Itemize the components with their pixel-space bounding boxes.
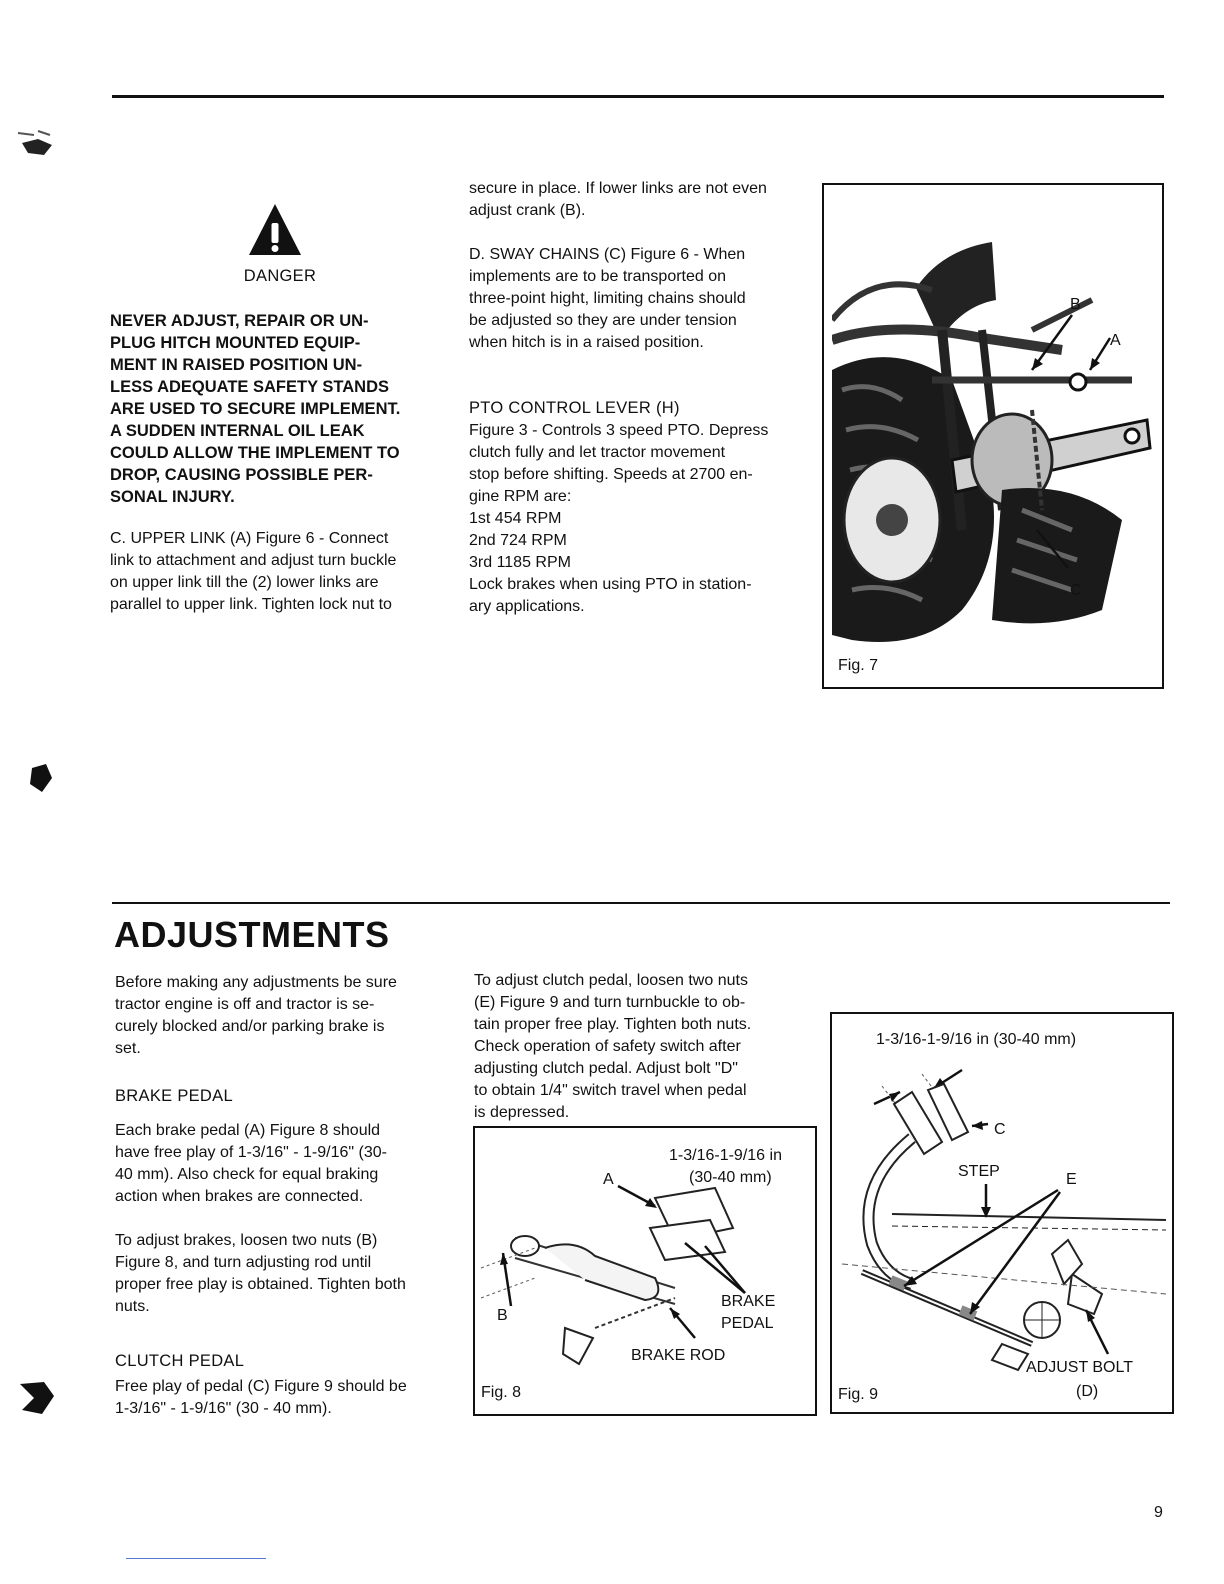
figure-9 <box>830 1012 1174 1414</box>
fig8-caption: Fig. 8 <box>481 1384 522 1401</box>
warning-line: DROP, CAUSING POSSIBLE PER- <box>110 466 373 484</box>
fig8-brake-pedal-line1: BRAKE <box>721 1293 776 1310</box>
top-rule <box>112 95 1164 98</box>
brake-pedal-paragraph-1: Each brake pedal (A) Figure 8 should have free play of 1-3/16" - 1-9/16" (30- 40 mm). Also check for equal braking action when brakes are connected. <box>115 1122 387 1205</box>
warning-line: NEVER ADJUST, REPAIR OR UN- <box>110 312 369 330</box>
danger-label: DANGER <box>243 267 317 285</box>
figure-8 <box>473 1126 817 1416</box>
adjustments-rule <box>112 902 1170 904</box>
continuation-paragraph: secure in place. If lower links are not even adjust crank (B). <box>469 180 767 219</box>
fig9-step: STEP <box>958 1163 1000 1180</box>
brake-pedal-paragraph-2: To adjust brakes, loosen two nuts (B) Figure 8, and turn adjusting rod until proper free play is obtained. Tighten both nuts. <box>115 1232 406 1315</box>
fig9-label-c: C <box>994 1121 1006 1138</box>
warning-line: MENT IN RAISED POSITION UN- <box>110 356 363 374</box>
brake-pedal-heading: BRAKE PEDAL <box>115 1087 233 1105</box>
fig8-brake-rod: BRAKE ROD <box>631 1347 726 1364</box>
pto-heading: PTO CONTROL LEVER (H) <box>469 399 680 417</box>
fig8-label-b: B <box>497 1307 508 1324</box>
clutch-pedal-paragraph: Free play of pedal (C) Figure 9 should be 1-3/16" - 1-9/16" (30 - 40 mm). <box>115 1378 407 1417</box>
fig9-adjust-bolt-line1: ADJUST BOLT <box>1026 1359 1133 1376</box>
warning-line: PLUG HITCH MOUNTED EQUIP- <box>110 334 361 352</box>
figure-7 <box>822 183 1164 689</box>
fig9-caption: Fig. 9 <box>838 1386 879 1403</box>
clutch-adjust-paragraph: To adjust clutch pedal, loosen two nuts (E) Figure 9 and turn turnbuckle to ob- tain proper free play. Tighten both nuts. Check operation of safety switch after adjusting clutch pedal. Adjust bolt "D" to obtain 1/4" switch travel when pedal is depressed. <box>474 972 752 1121</box>
clutch-pedal-diagram <box>832 1014 1172 1412</box>
page-number: 9 <box>1154 1504 1163 1521</box>
binder-mark-middle <box>20 758 60 798</box>
warning-triangle-icon <box>247 201 303 257</box>
upper-link-paragraph: C. UPPER LINK (A) Figure 6 - Connect link to attachment and adjust turn buckle on upper link till the (2) lower links are parallel to upper link. Tighten lock nut to <box>110 530 397 613</box>
binder-mark-top <box>14 125 64 175</box>
danger-warning-text <box>110 310 450 508</box>
warning-line: ARE USED TO SECURE IMPLEMENT. <box>110 400 401 418</box>
fig7-callout-a: A <box>1110 332 1121 349</box>
fig8-label-a: A <box>603 1171 614 1188</box>
warning-line: COULD ALLOW THE IMPLEMENT TO <box>110 444 400 462</box>
fig8-measure-line1: 1-3/16-1-9/16 in <box>669 1147 782 1164</box>
tractor-hitch-photo <box>832 230 1154 650</box>
adjustments-intro: Before making any adjustments be sure tractor engine is off and tractor is se- curely blocked and/or parking brake is set. <box>115 974 397 1057</box>
fig7-callout-c: C <box>1070 582 1082 599</box>
warning-line: SONAL INJURY. <box>110 488 235 506</box>
fig9-measure: 1-3/16-1-9/16 in (30-40 mm) <box>876 1031 1077 1048</box>
fig9-adjust-bolt-line2: (D) <box>1076 1383 1099 1400</box>
fig8-brake-pedal-line2: PEDAL <box>721 1315 774 1332</box>
footer-line <box>126 1558 266 1559</box>
pto-paragraph: Figure 3 - Controls 3 speed PTO. Depress clutch fully and let tractor movement stop before shifting. Speeds at 2700 en- gine RPM are: 1st 454 RPM 2nd 724 RPM 3rd 1185 RPM Lock brakes when using PTO in station- ary applications. <box>469 422 769 615</box>
warning-line: A SUDDEN INTERNAL OIL LEAK <box>110 422 365 440</box>
fig9-label-e: E <box>1066 1171 1077 1188</box>
adjustments-heading: ADJUSTMENTS <box>114 914 390 955</box>
sway-chains-paragraph: D. SWAY CHAINS (C) Figure 6 - When implements are to be transported on three-point hight, limiting chains should be adjusted so they are under tension when hitch is in a raised position. <box>469 246 746 351</box>
clutch-pedal-heading: CLUTCH PEDAL <box>115 1352 245 1370</box>
warning-line: LESS ADEQUATE SAFETY STANDS <box>110 378 390 396</box>
binder-mark-bottom <box>14 1374 64 1424</box>
fig8-measure-line2: (30-40 mm) <box>689 1169 772 1186</box>
fig7-callout-b: B <box>1070 296 1081 313</box>
fig7-caption: Fig. 7 <box>838 657 879 674</box>
